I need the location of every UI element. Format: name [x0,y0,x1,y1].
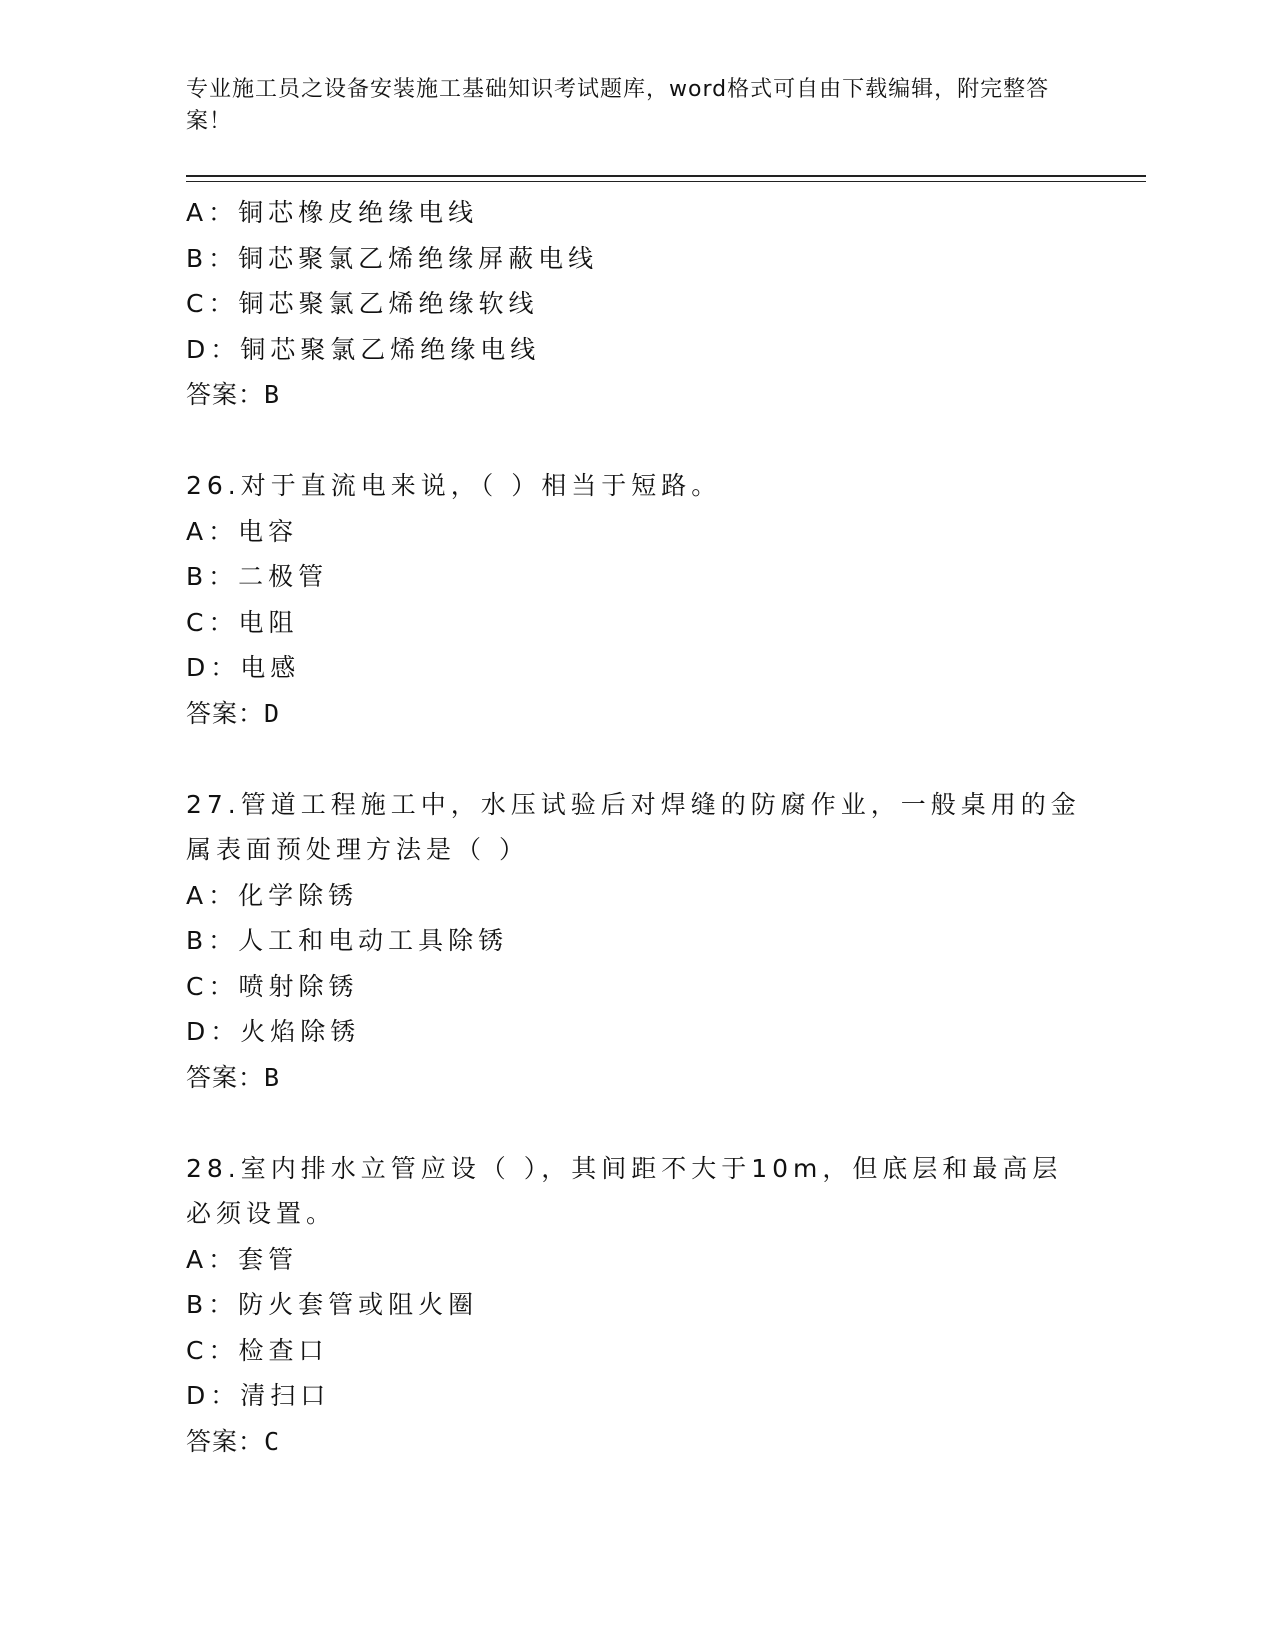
option-label: D： [186,334,241,364]
option-text: 电阻 [238,607,299,637]
option-d [186,327,1086,373]
answer-value: D [264,698,281,728]
option-text: 电感 [240,653,301,682]
option-text: 铜芯聚氯乙烯绝缘软线 [238,289,539,318]
question-text [186,463,1086,509]
question-26 [186,463,1086,736]
question-text [186,1146,1086,1237]
option-text: 防火套管或阻火圈 [238,1290,479,1319]
option-label: B： [186,1290,239,1319]
answer-label: 答案： [186,698,265,728]
option-text: 二极管 [238,562,329,591]
answer-value: B [264,380,281,409]
option-label: A： [186,198,239,227]
option-text: 火焰除锈 [240,1017,361,1046]
question-28 [186,1146,1086,1465]
option-text: 铜芯聚氯乙烯绝缘屏蔽电线 [238,243,599,273]
answer-line [186,1055,1086,1101]
document-header: 专业施工员之设备安装施工基础知识考试题库，word格式可自由下载编辑，附完整答案！ [186,77,1050,134]
spacer [186,1100,1086,1146]
option-label: C： [186,1335,239,1365]
option-label: C： [186,289,239,318]
option-c [186,600,1086,646]
option-label: B： [186,243,239,273]
option-a [186,1237,1086,1283]
answer-line [186,1419,1086,1465]
option-c [186,1328,1086,1374]
option-text: 清扫口 [240,1381,331,1410]
option-text: 人工和电动工具除锈 [238,926,509,955]
option-c [186,964,1086,1010]
option-text: 喷射除锈 [238,971,359,1001]
spacer [186,736,1086,782]
question-body: 对于直流电来说，（ ）相当于短路。 [240,471,722,500]
option-a [186,873,1086,919]
option-d [186,1373,1086,1419]
answer-line [186,372,1086,418]
option-label: C： [186,971,239,1001]
answer-line [186,691,1086,737]
question-text [186,782,1086,873]
option-label: D： [186,653,241,682]
option-text: 电容 [238,516,299,546]
option-label: A： [186,880,239,910]
option-a [186,190,1086,236]
answer-label: 答案： [186,1062,265,1092]
question-body: 室内排水立管应设（ ），其间距不大于10m，但底层和最高层必须设置。 [186,1153,1063,1228]
option-text: 化学除锈 [238,880,359,910]
option-label: A： [186,1244,239,1274]
answer-value: B [264,1062,281,1092]
spacer [186,418,1086,464]
question-27 [186,782,1086,1101]
option-label: B： [186,926,239,955]
option-c [186,281,1086,327]
option-label: A： [186,516,239,546]
question-25-continued [186,190,1086,418]
option-text: 检查口 [238,1335,329,1365]
option-d [186,1009,1086,1055]
option-text: 铜芯橡皮绝缘电线 [238,198,479,227]
answer-label: 答案： [186,1426,265,1456]
question-body: 管道工程施工中，水压试验后对焊缝的防腐作业，一般桌用的金属表面预处理方法是（ ） [186,789,1081,864]
option-a [186,509,1086,555]
header-rule-thick [186,175,1146,177]
question-list [186,190,1086,1464]
option-d [186,645,1086,691]
option-b [186,1282,1086,1328]
option-label: D： [186,1381,241,1410]
option-b [186,918,1086,964]
question-number: 26. [186,471,241,500]
question-number: 27. [186,789,241,819]
option-label: D： [186,1017,241,1046]
question-number: 28. [186,1153,241,1183]
answer-value: C [264,1426,281,1456]
option-text: 铜芯聚氯乙烯绝缘电线 [240,334,541,364]
option-b [186,236,1086,282]
option-b [186,554,1086,600]
option-label: C： [186,607,239,637]
option-text: 套管 [238,1244,299,1274]
answer-label: 答案： [186,380,265,409]
option-label: B： [186,562,239,591]
header-rule-thin [186,181,1146,182]
